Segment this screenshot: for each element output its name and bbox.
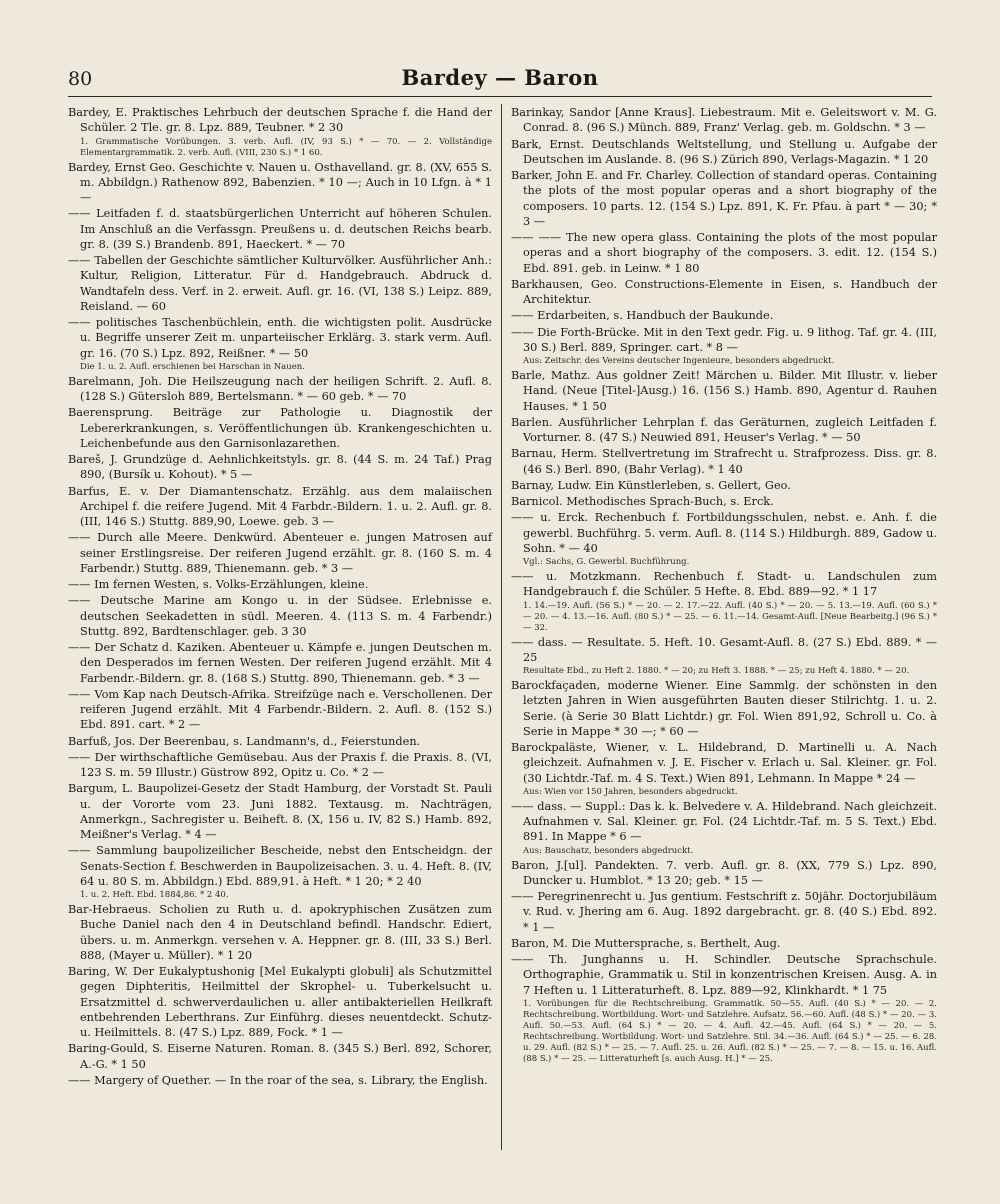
bibliography-entry: Barnicol. Methodisches Sprach-Buch, s. Erck. (511, 495, 774, 508)
bibliography-entry: Barelmann, Joh. Die Heilszeugung nach der heiligen Schrift. 2. Aufl. 8. (128 S.) Gütersloh 889, Bertelsmann. * — 60 geb. * — 70 (68, 374, 492, 403)
bibliography-entry: —— Th. Junghanns u. H. Schindler. Deutsche Sprachschule. Orthographie, Grammatik u. Stil in konzentrischen Kreisen. Ausg. A. in 7 Heften u. 1 Litteraturheft. 8. Lpz. 889—92, Klinkhardt. * 1 75 (511, 953, 937, 997)
bibliography-entry: Baerensprung. Beiträge zur Pathologie u. Diagnostik der Lebererkrankungen, s. Veröffentlichungen üb. Krankengeschichten u. Leichenbefunde aus den Garnisonlazarethen. (68, 406, 492, 450)
bibliography-entry: —— Erdarbeiten, s. Handbuch der Baukunde. (511, 309, 774, 323)
bibliography-entry: Barinkay, Sandor [Anne Kraus]. Liebestraum. Mit e. Geleitswort v. M. G. Conrad. 8. (96 S.) Münch. 889, Franz' Verlag. geb. m. Goldschn. * 3 — (511, 106, 937, 135)
bibliography-entry: Bark, Ernst. Deutschlands Weltstellung, und Stellung u. Aufgabe der Deutschen im Auslande. 8. (96 S.) Zürich 890, Verlags-Magazin. * 1 20 (511, 137, 937, 166)
bibliography-entry: —— Der Schatz d. Kaziken. Abenteuer u. Kämpfe e. jungen Deutschen m. den Desperados im fernen Westen. Der reiferen Jugend erzählt. Mit 4 Farbendr.-Bildern. gr. 8. (168 S.) Stuttg. 890, Thienemann. geb. * 3 — (68, 641, 492, 685)
entry-note: Vgl.: Sachs, G. Gewerbl. Buchführung. (523, 557, 690, 567)
bibliography-entry: —— Margery of Quether. — In the roar of the sea, s. Library, the English. (68, 1073, 488, 1087)
bibliography-entry: —— Tabellen der Geschichte sämtlicher Kulturvölker. Ausführlicher Anh.: Kultur, Religion, Litteratur. Für d. Handgebrauch. Abdruck d. Wandtafeln dess. Verf. in 2. erweit. Aufl. gr. 16. (VI, 138 S.) Leipz. 889, Reisland. — 60 (68, 254, 492, 313)
entry-note: 1. 14.—19. Aufl. (56 S.) * — 20. — 2. 17.—22. Aufl. (40 S.) * — 20. — 5. 13.—19. Aufl. (60 S.) * — 20. — 4. 13.—16. Aufl. (80 S.) * — 25. — 6. 11.—14. Gesamt-Aufl. [Neue Bearbeitg.] (96 S.) * — 32. (523, 600, 937, 633)
header-rule (68, 96, 932, 97)
bibliography-entry: Barle, Mathz. Aus goldner Zeit! Märchen u. Bilder. Mit Illustr. v. lieber Hand. (Neue [Titel-]Ausg.) 16. (156 S.) Hamb. 890, Agentur d. Rauhen Hauses. * 1 50 (511, 369, 937, 413)
bibliography-entry: —— dass. — Resultate. 5. Heft. 10. Gesamt-Aufl. 8. (27 S.) Ebd. 889. * — 25 (511, 635, 937, 664)
bibliography-entry: —— Im fernen Westen, s. Volks-Erzählungen, kleine. (68, 578, 369, 591)
bibliography-entry: Baron, M. Die Muttersprache, s. Berthelt, Aug. (511, 936, 781, 950)
entry-note: Resultate Ebd., zu Heft 2. 1880. * — 20; zu Heft 3. 1888. * — 25; zu Heft 4. 1880. * — 20. (523, 666, 910, 676)
bibliography-entry: Bardey, Ernst Geo. Geschichte v. Nauen u. Osthavelland. gr. 8. (XV, 655 S. m. Abbildgn.) Rathenow 892, Babenzien. * 10 —; Auch in 10 Lfgn. à * 1 — (68, 160, 492, 204)
entry-note: 1. Grammatische Vorübungen. 3. verb. Aufl. (IV, 93 S.) * — 70. — 2. Vollständige Elementargrammatik. 2. verb. Aufl. (VIII, 230 S.) * 1 60. (80, 136, 492, 158)
bibliography-entry: —— —— The new opera glass. Containing the plots of the most popular operas and a short biography of the composers. 3. edit. 12. (154 S.) Ebd. 891. geb. in Leinw. * 1 80 (511, 231, 937, 275)
bibliography-entry: —— Die Forth-Brücke. Mit in den Text gedr. Fig. u. 9 lithog. Taf. gr. 4. (III, 30 S.) Berl. 889, Springer. cart. * 8 — (511, 325, 937, 354)
bibliography-entry: Baring-Gould, S. Eiserne Naturen. Roman. 8. (345 S.) Berl. 892, Schorer, A.-G. * 1 50 (68, 1042, 492, 1071)
entry-note: Aus: Bauschatz, besonders abgedruckt. (523, 845, 694, 856)
bibliography-entry: Baron, J.[ul]. Pandekten. 7. verb. Aufl. gr. 8. (XX, 779 S.) Lpz. 890, Duncker u. Humblot. * 13 20; geb. * 15 — (511, 858, 937, 887)
bibliography-entry: —— Sammlung baupolizeilicher Bescheide, nebst den Entscheidgn. der Senats-Section f. Beschwerden in Baupolizeisachen. 3. u. 4. Heft. 8. (IV, 64 u. 80 S. m. Abbildgn.) Ebd. 889,91. à Heft. * 1 20; * 2 40 (68, 844, 492, 888)
bibliography-entry: —— politisches Taschenbüchlein, enth. die wichtigsten polit. Ausdrücke u. Begriffe unserer Zeit m. unparteiischer Erklärg. 3. stark verm. Aufl. gr. 16. (70 S.) Lpz. 892, Reißner. * — 50 (68, 316, 492, 360)
bibliography-entry: Barnay, Ludw. Ein Künstlerleben, s. Gellert, Geo. (511, 478, 791, 492)
bibliography-entry: Bareš, J. Grundzüge d. Aehnlichkeitstyls. gr. 8. (44 S. m. 24 Taf.) Prag 890, (Bursík u. Kohout). * 5 — (68, 453, 492, 482)
bibliography-entry: Bardey, E. Praktisches Lehrbuch der deutschen Sprache f. die Hand der Schüler. 2 Tle. gr. 8. Lpz. 889, Teubner. * 2 30 (68, 106, 492, 135)
bibliography-entry: Baring, W. Der Eukalyptushonig [Mel Eukalypti globuli] als Schutzmittel gegen Diphteritis, Heilmittel der Skrophel- u. Tuberkelsucht u. Ersatzmittel d. schwerverdaulichen u. aller antibakteriellen Heilkraft entbehrenden Leberthrans. Zur Einführg. dieses neuentdeckt. Schutz- u. Heilmittels. 8. (47 S.) Lpz. 889, Fock. * 1 — (68, 965, 492, 1039)
entry-note: 1. Vorübungen für die Rechtschreibung. Grammatik. 50—55. Aufl. (40 S.) * — 20. — 2. Rechtschreibung. Wortbildung. Wort- und Satzlehre. Aufsatz. 56.—60. Aufl. (48 S.) * — 20. — 3. Aufl. 50.—53. Aufl. (64 S.) * — 20. — 4. Aufl. 42.—45. Aufl. (64 S.) * — 20. — 5. Rechtschreibung. Wortbildung. Wort- und Satzlehre. Stil. 34.—36. Aufl. (64 S.) * — 25. — 6. 28. u. 29. Aufl. (82 S.) * — 25. — 7. Aufl. 25. u. 26. Aufl. (82 S.) * — 25. — 7. — 8. — 15. u. 16. Aufl. (88 S.) * — 25. — Litteraturheft [s. auch Ausg. H.] * — 25. (523, 998, 937, 1064)
page-number: 80 (68, 68, 93, 90)
bibliography-entry: Barockfaçaden, moderne Wiener. Eine Sammlg. der schönsten in den letzten Jahren in Wien ausgeführten Bauten dieser Stilrichtg. 1. u. 2. Serie. (à Serie 30 Blatt Lichtdr.) gr. Fol. Wien 891,92, Schroll u. Co. à Serie in Mappe * 30 —; * 60 — (511, 679, 937, 738)
page-title: Bardey — Baron (401, 65, 599, 90)
bibliography-entry: —— u. Motzkmann. Rechenbuch f. Stadt- u. Landschulen zum Handgebrauch f. die Schüler. 5 Hefte. 8. Ebd. 889—92. * 1 17 (511, 570, 937, 599)
bibliography-entry: Barockpaläste, Wiener, v. L. Hildebrand, D. Martinelli u. A. Nach gleichzeit. Aufnahmen v. J. E. Fischer v. Erlach u. Sal. Kleiner. gr. Fol. (30 Lichtdr.-Taf. m. 4 S. Text.) Wien 891, Lehmann. In Mappe * 24 — (511, 741, 937, 785)
bibliography-entry: Barfuß, Jos. Der Beerenbau, s. Landmann's, d., Feierstunden. (68, 734, 421, 748)
bibliography-entry: Barlen. Ausführlicher Lehrplan f. das Geräturnen, zugleich Leitfaden f. Vorturner. 8. (47 S.) Neuwied 891, Heuser's Verlag. * — 50 (511, 415, 937, 444)
bibliography-entry: —— u. Erck. Rechenbuch f. Fortbildungsschulen, nebst. e. Anh. f. die gewerbl. Buchführg. 5. verm. Aufl. 8. (114 S.) Hildburgh. 889, Gadow u. Sohn. * — 40 (511, 511, 937, 555)
entry-note: Die 1. u. 2. Aufl. erschienen bei Harschan in Nauen. (80, 361, 305, 372)
bibliography-entry: —— dass. — Suppl.: Das k. k. Belvedere v. A. Hildebrand. Nach gleichzeit. Aufnahmen v. Sal. Kleiner. gr. Fol. (24 Lichtdr.-Taf. m. 5 S. Text.) Ebd. 891. In Mappe * 6 — (511, 799, 937, 844)
bibliography-entry: —— Deutsche Marine am Kongo u. in der Südsee. Erlebnisse e. deutschen Seekadetten in südl. Meeren. 4. (113 S. m. 4 Farbendr.) Stuttg. 892, Bardtenschlager. geb. 3 30 (68, 594, 492, 638)
entry-note: 1. u. 2. Heft. Ebd. 1884,86. * 2 40. (80, 890, 229, 900)
bibliography-entry: Barker, John E. and Fr. Charley. Collection of standard operas. Containing the plots of the most popular operas and a short biography of the composers. 10 parts. 12. (154 S.) Lpz. 891, K. Fr. Pfau. à part * — 30; * 3 — (511, 169, 937, 228)
left-column (68, 105, 492, 1089)
bibliography-entry: Bargum, L. Baupolizei-Gesetz der Stadt Hamburg, der Vorstadt St. Pauli u. der Vororte vom 23. Juni 1882. Textausg. m. Nachträgen, Anmerkgn., Sachregister u. Beiheft. 8. (X, 156 u. IV, 82 S.) Hamb. 892, Meißner's Verlag. * 4 — (68, 782, 492, 841)
entry-note: Aus: Wien vor 150 Jahren, besonders abgedruckt. (523, 786, 738, 797)
bibliography-entry: —— Der wirthschaftliche Gemüsebau. Aus der Praxis f. die Praxis. 8. (VI, 123 S. m. 59 Illustr.) Güstrow 892, Opitz u. Co. * 2 — (68, 750, 492, 779)
bibliography-entry: Bar-Hebraeus. Scholien zu Ruth u. d. apokryphischen Zusätzen zum Buche Daniel nach den 4 in Deutschland befindl. Handschr. Ediert, übers. u. m. Anmerkgn. versehen v. A. Heppner. gr. 8. (III, 33 S.) Berl. 888, (Mayer u. Müller). * 1 20 (68, 903, 492, 962)
bibliography-entry: Barnau, Herm. Stellvertretung im Strafrecht u. Strafprozess. Diss. gr. 8. (46 S.) Berl. 890, (Bahr Verlag). * 1 40 (511, 447, 937, 476)
bibliography-entry: —— Leitfaden f. d. staatsbürgerlichen Unterricht auf höheren Schulen. Im Anschluß an die Verfassgn. Preußens u. d. deutschen Reichs bearb. gr. 8. (39 S.) Brandenb. 891, Haeckert. * — 70 (68, 207, 492, 251)
column-separator (501, 104, 502, 1150)
bibliography-entry: Barfus, E. v. Der Diamantenschatz. Erzählg. aus dem malaiischen Archipel f. die reifere Jugend. Mit 4 Farbdr.-Bildern. 1. u. 2. Aufl. gr. 8. (III, 146 S.) Stuttg. 889,90, Loewe. geb. 3 — (68, 484, 492, 528)
entry-note: Aus: Zeitschr. des Vereins deutscher Ingenieure, besonders abgedruckt. (523, 356, 835, 366)
bibliography-entry: —— Peregrinenrecht u. Jus gentium. Festschrift z. 50jähr. Doctorjubiläum v. Rud. v. Jhering am 6. Aug. 1892 dargebracht. gr. 8. (40 S.) Ebd. 892. * 1 — (511, 890, 937, 934)
right-column (511, 105, 937, 1066)
bibliography-entry: —— Durch alle Meere. Denkwürd. Abenteuer e. jungen Matrosen auf seiner Erstlingsreise. Der reiferen Jugend erzählt. gr. 8. (160 S. m. 4 Farbendr.) Stuttg. 889, Thienemann. geb. * 3 — (68, 531, 492, 575)
bibliography-entry: —— Vom Kap nach Deutsch-Afrika. Streifzüge nach e. Verschollenen. Der reiferen Jugend erzählt. Mit 4 Farbendr.-Bildern. 2. Aufl. 8. (152 S.) Ebd. 891. cart. * 2 — (68, 687, 492, 732)
bibliography-entry: Barkhausen, Geo. Constructions-Elemente in Eisen, s. Handbuch der Architektur. (511, 277, 937, 306)
